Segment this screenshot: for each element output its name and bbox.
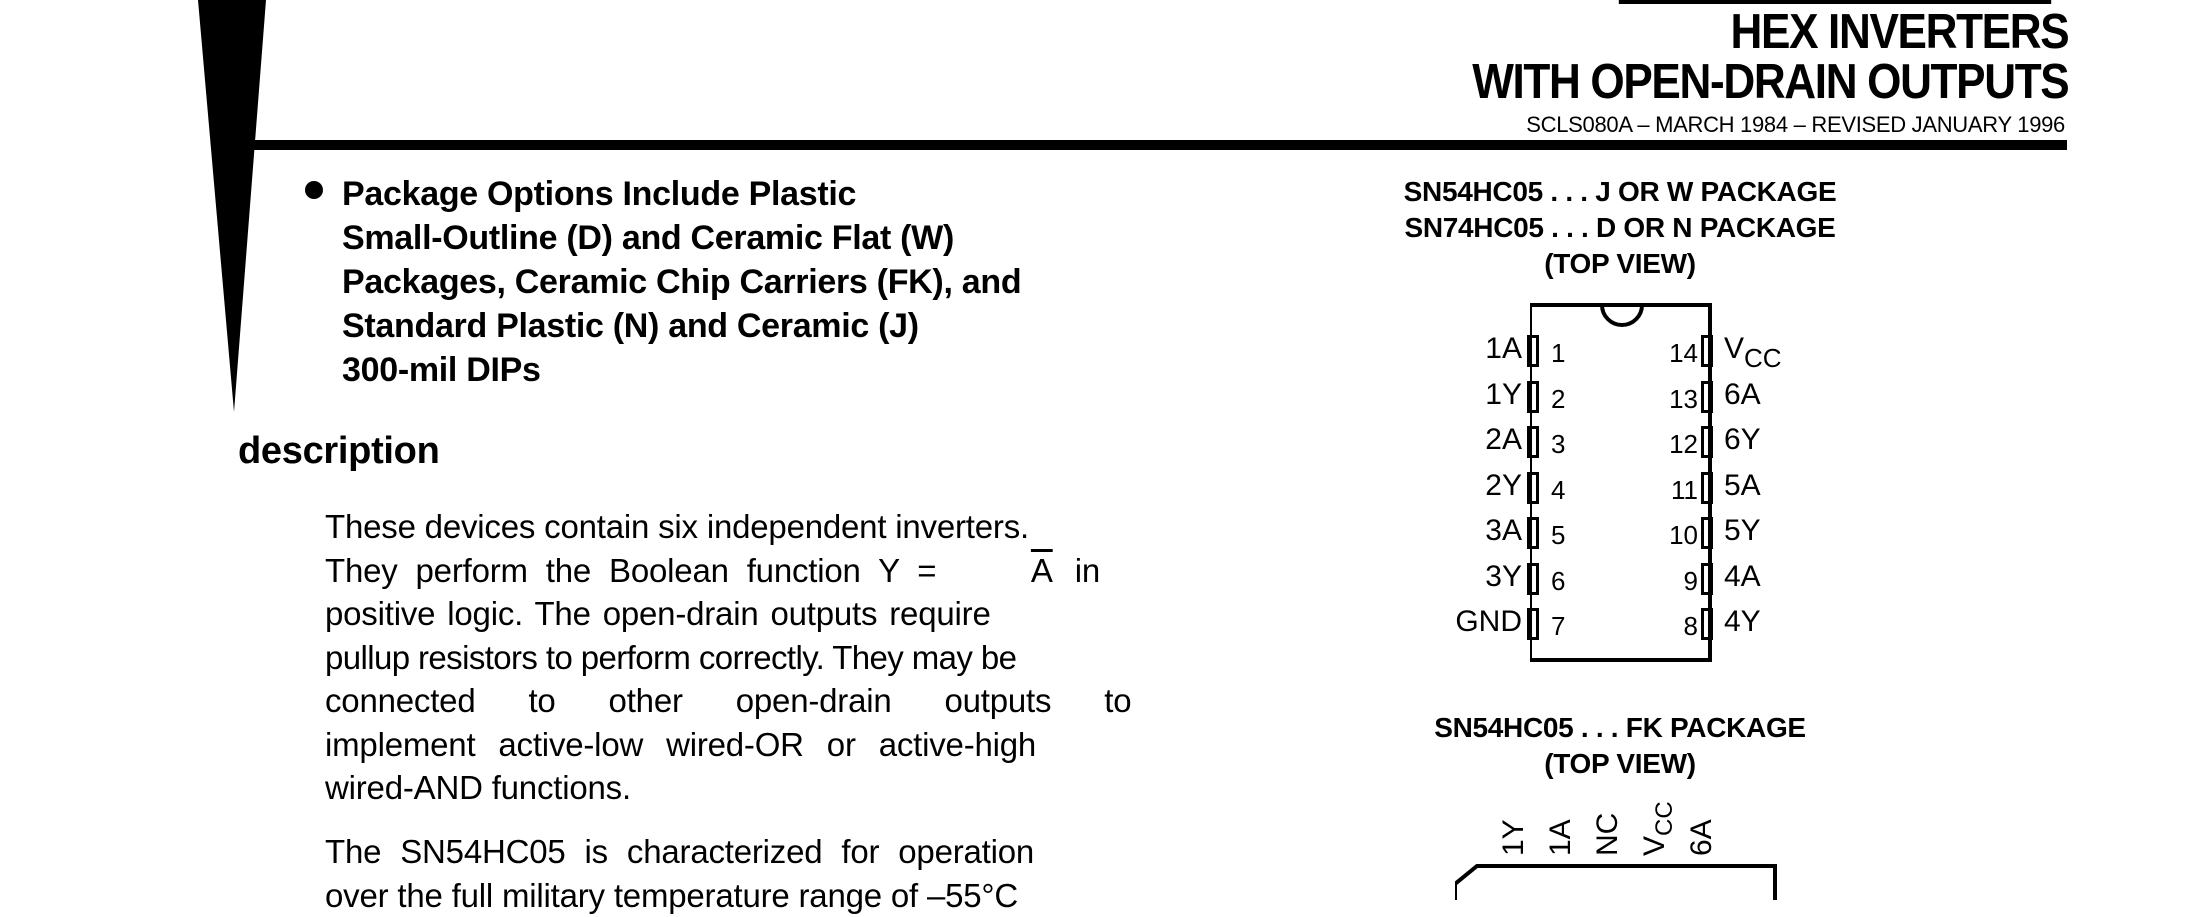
dip-pin-lead [1527, 335, 1539, 367]
boolean-in: in [1075, 549, 1100, 593]
fk-pin-label: NC [1593, 813, 1623, 856]
fk-top-pin-labels [1495, 800, 1755, 860]
dip-pin-number: 5 [1551, 522, 1565, 548]
feature-bullet [342, 172, 1242, 392]
fk-package-title [1370, 710, 1870, 782]
dip-pin-label: 6A [1724, 380, 1761, 410]
dip-pin-label: 2Y [1485, 471, 1522, 501]
dip-pin-lead [1701, 608, 1713, 640]
dip-pin-lead [1701, 335, 1713, 367]
dip-pin-number: 2 [1551, 386, 1565, 412]
feature-line: Small-Outline (D) and Ceramic Flat (W) [342, 216, 1242, 260]
dip-pin-label: 4A [1724, 562, 1761, 592]
dip-left-pins [1420, 330, 1590, 650]
fk-pin-label-sub: CC [1651, 801, 1678, 836]
para-line: over the full military temperature range of –55°C [325, 874, 1100, 917]
description-paragraph-2 [325, 830, 1100, 917]
dip-notch [1602, 305, 1642, 325]
dip-right-pins [1640, 330, 1860, 650]
para-line: wired-AND functions. [325, 766, 1100, 810]
header-doc-info: SCLS080A – MARCH 1984 – REVISED JANUARY 1996 [1526, 112, 2065, 138]
dip-pin-number: 6 [1551, 568, 1565, 594]
dip-pin-lead [1527, 517, 1539, 549]
para-line: The SN54HC05 is characterized for operation [325, 830, 1100, 874]
dip-pin-number: 9 [1684, 568, 1698, 594]
page-edge-wedge [198, 0, 268, 420]
dip-pin-number: 10 [1669, 522, 1698, 548]
dip-pin-number: 11 [1671, 477, 1698, 503]
dip-pin-lead [1527, 381, 1539, 413]
para-line: pullup resistors to perform correctly. They may be [325, 636, 1100, 680]
dip-pin-number: 12 [1669, 431, 1698, 457]
dip-pin-lead [1701, 381, 1713, 413]
dip-pin-label: 1Y [1485, 380, 1522, 410]
dip-pin-number: 8 [1684, 613, 1698, 639]
dip-pin-lead [1527, 426, 1539, 458]
dip-pin-lead [1527, 608, 1539, 640]
section-heading-description: description [238, 430, 440, 473]
dip-pin-label: 3A [1485, 516, 1522, 546]
feature-line: 300-mil DIPs [342, 348, 1242, 392]
header-title-line-1: HEX INVERTERS [1730, 8, 2068, 57]
dip-pin-lead [1701, 472, 1713, 504]
dip-pin-label: 4Y [1724, 607, 1761, 637]
a-bar-symbol: $\overline{A}$ [1031, 549, 1053, 593]
fk-package-diagram [1455, 860, 1785, 900]
dip-package-title [1370, 174, 1870, 282]
boolean-text: They perform the Boolean function Y = [325, 549, 936, 593]
feature-line: Packages, Ceramic Chip Carriers (FK), and [342, 260, 1242, 304]
dip-pin-label: 6Y [1724, 425, 1761, 455]
para-line: connected to other open-drain outputs to [325, 679, 1100, 723]
fk-title-line: (TOP VIEW) [1370, 746, 1870, 782]
dip-pin-number: 7 [1551, 613, 1565, 639]
dip-pin-label: 3Y [1485, 562, 1522, 592]
bullet-icon [305, 181, 323, 199]
para-line: positive logic. The open-drain outputs require [325, 592, 1100, 636]
feature-line: Package Options Include Plastic [342, 172, 1242, 216]
dip-pin-number: 4 [1551, 477, 1565, 503]
dip-title-line: (TOP VIEW) [1370, 246, 1870, 282]
para-line-boolean [325, 549, 1100, 593]
para-line: implement active-low wired-OR or active-high [325, 723, 1100, 767]
dip-pin-label: 5Y [1724, 516, 1761, 546]
dip-pin-number: 13 [1669, 386, 1698, 412]
dip-title-line: SN74HC05 . . . D OR N PACKAGE [1370, 210, 1870, 246]
header-rule [252, 140, 2067, 150]
para-line: These devices contain six independent inverters. [325, 505, 1100, 549]
dip-pin-number: 14 [1669, 340, 1698, 366]
dip-pin-lead [1527, 472, 1539, 504]
dip-pin-lead [1527, 563, 1539, 595]
dip-pin-label: 5A [1724, 471, 1761, 501]
fk-pin-label: 1Y [1499, 819, 1529, 856]
fk-title-line: SN54HC05 . . . FK PACKAGE [1370, 710, 1870, 746]
description-paragraph-1 [325, 505, 1100, 810]
dip-pin-number: 3 [1551, 431, 1565, 457]
dip-title-line: SN54HC05 . . . J OR W PACKAGE [1370, 174, 1870, 210]
fk-pin-label: 1A [1546, 819, 1576, 856]
dip-pin-lead [1701, 563, 1713, 595]
dip-pin-label: VCC [1724, 334, 1782, 364]
header-title-line-2: WITH OPEN-DRAIN OUTPUTS [1472, 58, 2068, 107]
dip-pin-number: 1 [1551, 340, 1565, 366]
dip-pin-label: GND [1455, 607, 1522, 637]
dip-pin-label: 1A [1485, 334, 1522, 364]
dip-pin-lead [1701, 517, 1713, 549]
fk-pin-label: 6A [1687, 819, 1717, 856]
dip-pin-label: 2A [1485, 425, 1522, 455]
feature-line: Standard Plastic (N) and Ceramic (J) [342, 304, 1242, 348]
fk-pin-label: $V_{CC}$ [1640, 801, 1670, 856]
fk-body-outline [1455, 866, 1775, 900]
dip-pin-lead [1701, 426, 1713, 458]
dip-pin-label-sub: CC [1744, 343, 1782, 373]
